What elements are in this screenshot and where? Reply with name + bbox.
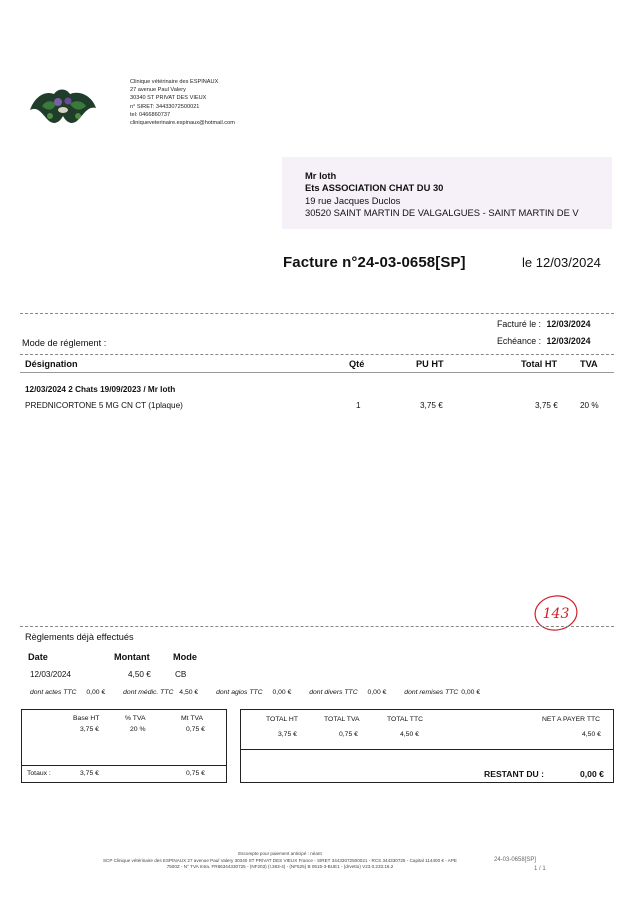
col-qty: Qté	[349, 359, 365, 369]
invoice-date: le 12/03/2024	[522, 255, 601, 270]
recipient-address	[305, 170, 579, 220]
payments-col-mode: Mode	[173, 652, 197, 662]
vat-box-divider	[22, 765, 226, 766]
total-ttc: 4,50 €	[400, 731, 419, 738]
total-ht: 3,75 €	[278, 731, 297, 738]
line-group-header: 12/03/2024 2 Chats 19/09/2023 / Mr loth	[25, 385, 176, 394]
factured-value: 12/03/2024	[546, 319, 591, 329]
invoice-title: Facture n°24-03-0658[SP]	[283, 254, 466, 271]
footer-discount: Escompte pour paiement anticipé : néant	[238, 851, 322, 856]
recipient-name: Mr loth	[305, 170, 337, 181]
footer-tax: 7500Z - N° TVA Intra. FR86344330725 - (NF203) (I.363-4) - (NF525) B 0515-3-BUE1 - (drvetto) V23.0.233.18.2	[166, 864, 394, 869]
restant-label: RESTANT DU :	[484, 769, 544, 779]
net-a-payer-label: NET A PAYER TTC	[542, 716, 601, 723]
vat-pct-label: % TVA	[125, 715, 146, 722]
recipient-city: 30520 SAINT MARTIN DE VALGALGUES - SAINT MARTIN DE V	[305, 207, 579, 219]
vat-totals-mt: 0,75 €	[186, 770, 205, 777]
divider	[20, 313, 614, 314]
due-value: 12/03/2024	[546, 336, 591, 346]
factured-line	[497, 319, 591, 329]
dont-summary	[30, 689, 480, 696]
handwritten-stamp	[532, 592, 580, 634]
footer-page-number: 1 / 1	[534, 866, 546, 872]
line-qty: 1	[356, 401, 361, 410]
divider	[20, 372, 614, 373]
dont-agios-value: 0,00 €	[272, 689, 292, 696]
col-tva: TVA	[580, 359, 598, 369]
dont-remises-value: 0,00 €	[461, 689, 481, 696]
dont-actes-value: 0,00 €	[86, 689, 106, 696]
line-tva: 20 %	[580, 401, 599, 410]
vat-mt: 0,75 €	[186, 726, 205, 733]
total-ht-label: TOTAL HT	[266, 716, 298, 723]
col-designation: Désignation	[25, 359, 78, 369]
dont-medic-value: 4,50 €	[179, 689, 199, 696]
divider	[20, 354, 614, 355]
payments-title: Règlements déjà effectués	[25, 632, 134, 642]
line-total: 3,75 €	[535, 401, 558, 410]
clinic-name: Clinique vétérinaire des ESPINAUX	[130, 79, 219, 85]
vat-totals-base: 3,75 €	[80, 770, 99, 777]
dont-divers-value: 0,00 €	[367, 689, 387, 696]
payment-mode: CB	[175, 670, 187, 679]
col-total: Total HT	[521, 359, 558, 369]
payment-amount: 4,50 €	[128, 670, 151, 679]
totals-box-divider	[241, 749, 613, 750]
footer-reference: 24-03-0658[SP]	[494, 857, 537, 863]
dont-divers-label: dont divers TTC	[309, 689, 358, 696]
clinic-tel: tel: 0466860737	[130, 111, 171, 118]
footer-legal	[80, 851, 480, 871]
clinic-logo	[26, 80, 100, 130]
restant-value: 0,00 €	[580, 769, 604, 779]
clinic-siret: n° SIRET: 34433072500021	[130, 103, 200, 110]
due-label: Echéance :	[497, 336, 542, 346]
clinic-address	[130, 78, 235, 127]
total-ttc-label: TOTAL TTC	[387, 716, 424, 723]
payment-date: 12/03/2024	[30, 670, 71, 679]
total-tva-label: TOTAL TVA	[324, 716, 360, 723]
vat-base: 3,75 €	[80, 726, 99, 733]
payments-col-date: Date	[28, 652, 48, 662]
recipient-street: 19 rue Jacques Duclos	[305, 194, 401, 206]
net-a-payer: 4,50 €	[582, 731, 601, 738]
col-pu: PU HT	[416, 359, 444, 369]
dont-actes-label: dont actes TTC	[30, 689, 77, 696]
factured-label: Facturé le :	[497, 319, 542, 329]
clinic-street: 27 avenue Paul Valery	[130, 87, 186, 94]
payment-mode-label: Mode de réglement :	[22, 338, 107, 348]
recipient-org: Ets ASSOCIATION CHAT DU 30	[305, 182, 444, 194]
vat-pct: 20 %	[130, 726, 146, 733]
footer-company: SCP Clinique vétérinaire des ESPINAUX 27 avenue Paul Valery 30340 ST PRIVAT DES VIEUX France - SIRET 34433072500021 - RCS 344330725 - Capital 114400 € - APE	[102, 857, 457, 863]
dont-agios-label: dont agios TTC	[216, 689, 263, 696]
stamp-text: 143	[542, 606, 570, 622]
clinic-email: cliniqueveterinaire.espinaux@hotmail.com	[130, 120, 235, 127]
vat-totals-label: Totaux :	[27, 770, 51, 777]
divider	[20, 626, 614, 627]
dont-remises-label: dont remises TTC	[404, 689, 459, 696]
line-pu: 3,75 €	[420, 401, 443, 410]
due-line	[497, 336, 591, 346]
vat-base-label: Base HT	[73, 715, 100, 722]
vat-mt-label: Mt TVA	[181, 715, 204, 722]
dont-medic-label: dont médic. TTC	[123, 689, 174, 696]
payments-col-amount: Montant	[114, 652, 150, 662]
clinic-city: 30340 ST PRIVAT DES VIEUX	[130, 95, 207, 102]
line-designation: PREDNICORTONE 5 MG CN CT (1plaque)	[25, 401, 183, 410]
total-tva: 0,75 €	[339, 731, 358, 738]
